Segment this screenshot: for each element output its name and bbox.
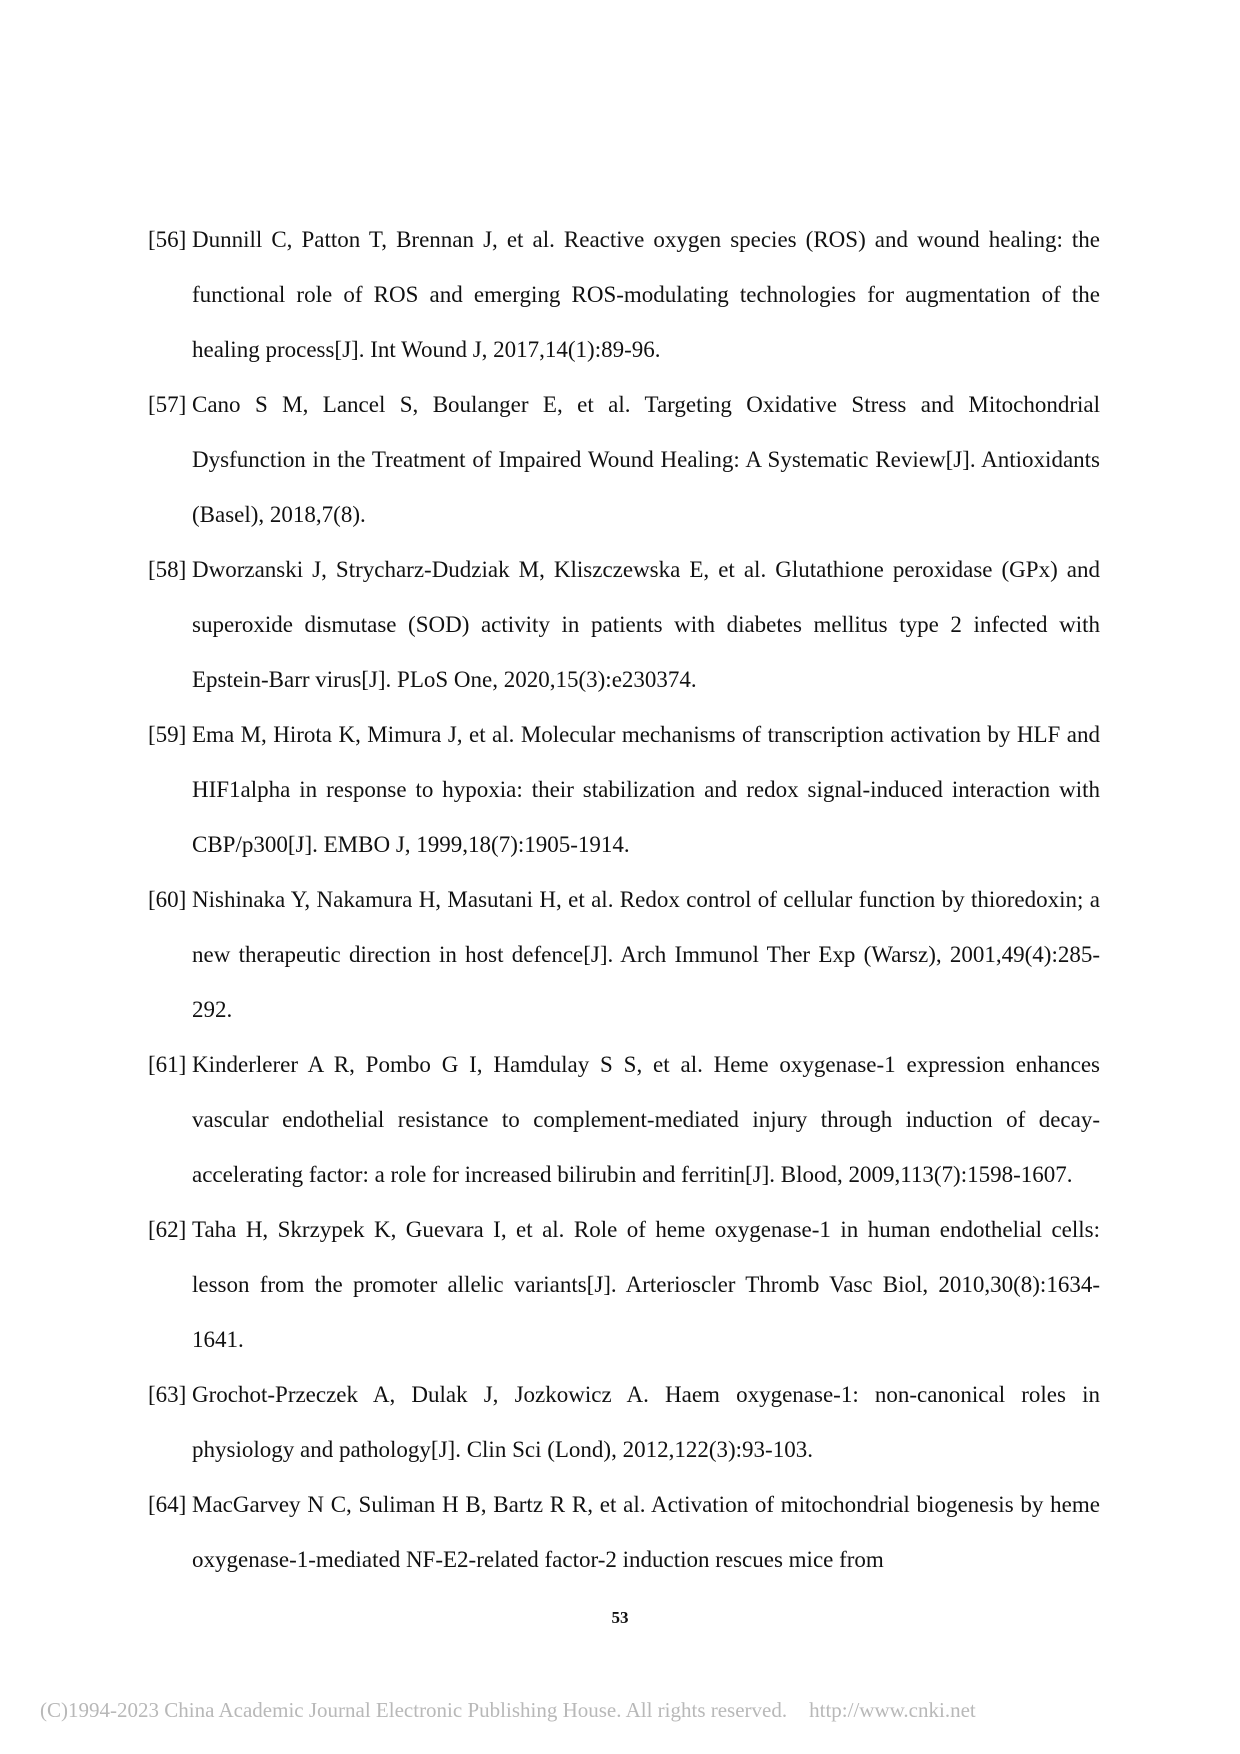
footer-watermark (40, 1698, 1240, 1723)
reference-item (148, 1037, 1100, 1202)
reference-number: [57] (148, 392, 187, 417)
reference-item (148, 212, 1100, 377)
reference-text: Ema M, Hirota K, Mimura J, et al. Molecular mechanisms of transcription activation by HLF and HIF1alpha in response to hypoxia: their stabilization and redox signal-induced interaction with CBP/p300[J]. EMBO J, 1999,18(7):1905-1914. (192, 722, 1100, 857)
reference-number: [62] (148, 1217, 187, 1242)
page-number: 53 (611, 1608, 629, 1627)
reference-list (148, 212, 1100, 1587)
reference-item (148, 1477, 1100, 1587)
reference-item (148, 1367, 1100, 1477)
footer-url: http://www.cnki.net (809, 1698, 976, 1722)
reference-item (148, 542, 1100, 707)
reference-item (148, 377, 1100, 542)
reference-item (148, 707, 1100, 872)
reference-text: Taha H, Skrzypek K, Guevara I, et al. Role of heme oxygenase-1 in human endothelial cells: lesson from the promoter allelic variants[J]. Arterioscler Thromb Vasc Biol, 2010,30(8):1634-1641. (192, 1217, 1100, 1352)
reference-number: [56] (148, 227, 187, 252)
reference-text: Nishinaka Y, Nakamura H, Masutani H, et al. Redox control of cellular function by thioredoxin; a new therapeutic direction in host defence[J]. Arch Immunol Ther Exp (Warsz), 2001,49(4):285-292. (192, 887, 1100, 1022)
reference-text: MacGarvey N C, Suliman H B, Bartz R R, et al. Activation of mitochondrial biogenesis by heme oxygenase-1-mediated NF-E2-related factor-2 induction rescues mice from (192, 1492, 1100, 1572)
footer-copyright: (C)1994-2023 China Academic Journal Electronic Publishing House. All rights reserved. (40, 1698, 788, 1722)
reference-number: [61] (148, 1052, 187, 1077)
reference-text: Grochot-Przeczek A, Dulak J, Jozkowicz A. Haem oxygenase-1: non-canonical roles in physiology and pathology[J]. Clin Sci (Lond), 2012,122(3):93-103. (192, 1382, 1100, 1462)
reference-number: [60] (148, 887, 187, 912)
reference-text: Dunnill C, Patton T, Brennan J, et al. Reactive oxygen species (ROS) and wound healing: the functional role of ROS and emerging ROS-modulating technologies for augmentation of the healing process[J]. Int Wound J, 2017,14(1):89-96. (192, 227, 1100, 362)
reference-item (148, 1202, 1100, 1367)
reference-number: [64] (148, 1492, 187, 1517)
reference-text: Cano S M, Lancel S, Boulanger E, et al. Targeting Oxidative Stress and Mitochondrial Dysfunction in the Treatment of Impaired Wound Healing: A Systematic Review[J]. Antioxidants (Basel), 2018,7(8). (192, 392, 1100, 527)
reference-text: Dworzanski J, Strycharz-Dudziak M, Kliszczewska E, et al. Glutathione peroxidase (GPx) and superoxide dismutase (SOD) activity in patients with diabetes mellitus type 2 infected with Epstein-Barr virus[J]. PLoS One, 2020,15(3):e230374. (192, 557, 1100, 692)
reference-text: Kinderlerer A R, Pombo G I, Hamdulay S S, et al. Heme oxygenase-1 expression enhances vascular endothelial resistance to complement-mediated injury through induction of decay-accelerating factor: a role for increased bilirubin and ferritin[J]. Blood, 2009,113(7):1598-1607. (192, 1052, 1100, 1187)
reference-number: [58] (148, 557, 187, 582)
reference-number: [63] (148, 1382, 187, 1407)
reference-number: [59] (148, 722, 187, 747)
reference-item (148, 872, 1100, 1037)
